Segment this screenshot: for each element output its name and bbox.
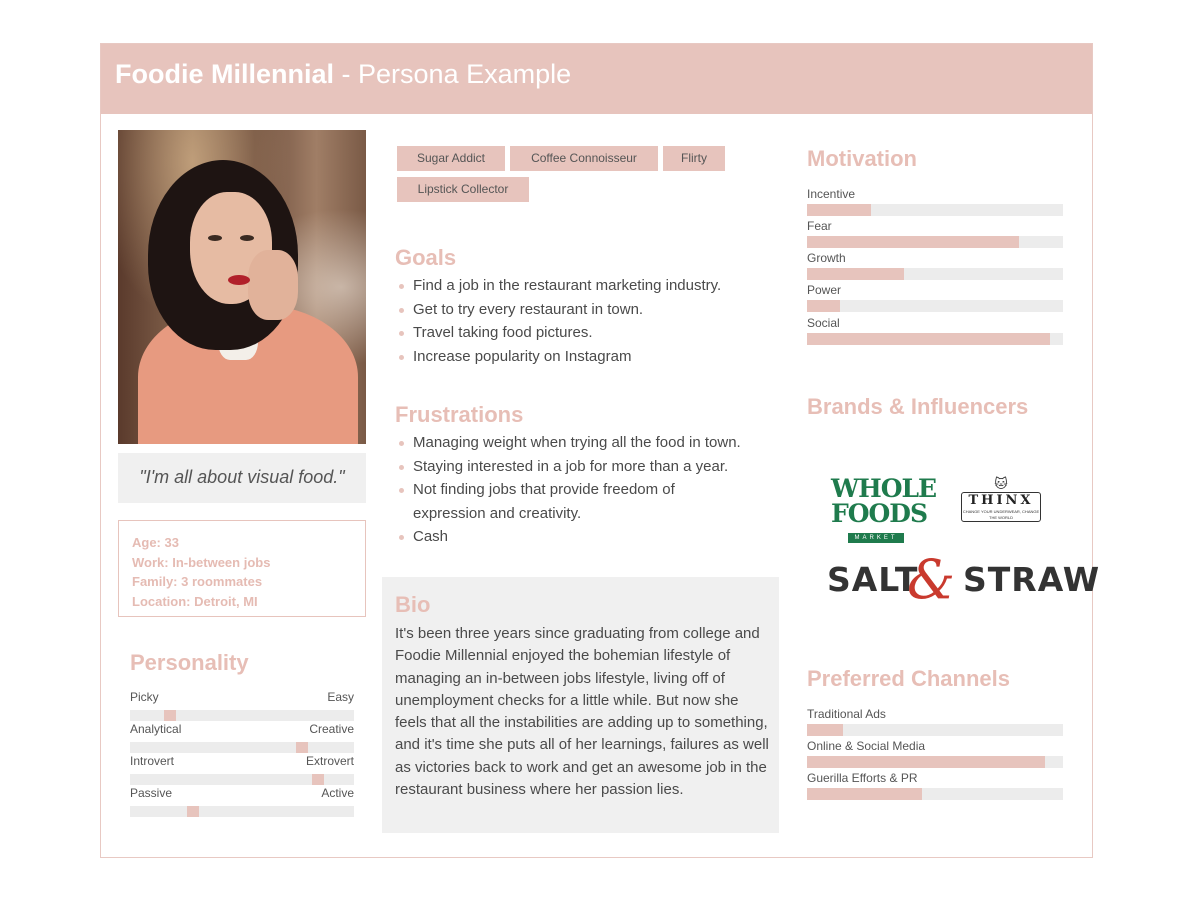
slider-knob — [164, 710, 176, 721]
meter-track — [807, 333, 1063, 345]
meter-track — [807, 268, 1063, 280]
age-text: Age: 33 — [132, 535, 179, 550]
persona-quote-box — [118, 453, 366, 503]
personality-slider — [130, 786, 354, 817]
bio-text: It's been three years since graduating from college and Foodie Millennial enjoyed the bohemian lifestyle of managing an in-between jobs lifestyle, living off of unemployment checks for a little while. But now she feels that all the instabilities are adding up to something, and it's time she puts all of her learnings, failures as well as victories back to work and get an awesome job in the restaurant business where her passion lies. — [395, 625, 769, 799]
trait-tag: Lipstick Collector — [397, 177, 529, 202]
slider-left-label: Picky — [130, 690, 159, 704]
thinx-logo: 🐱 THINX CHANGE YOUR UNDERWEAR, CHANGE THE WORLD — [959, 477, 1043, 521]
meter-track — [807, 724, 1063, 736]
location-text: Location: Detroit, MI — [132, 593, 258, 609]
slider-knob — [187, 806, 199, 817]
slider-right-label: Extrovert — [305, 754, 354, 768]
motivation-meter — [807, 186, 1063, 216]
slider-track — [130, 742, 354, 753]
list-item: Cash — [395, 525, 770, 549]
bio-title: Bio — [395, 592, 431, 617]
motivation-title: Motivation — [807, 146, 917, 171]
goals-list — [395, 274, 775, 368]
motivation-meter — [807, 315, 1063, 345]
trait-tag: Flirty — [663, 146, 725, 171]
persona-photo — [118, 130, 366, 444]
page-title — [115, 59, 571, 90]
motivation-meter — [807, 218, 1063, 248]
meter-label: Online & Social Media — [807, 739, 926, 753]
frustrations-list — [395, 431, 770, 549]
list-item: Travel taking food pictures. — [395, 321, 775, 345]
personality-slider — [130, 754, 354, 785]
meter-track — [807, 788, 1063, 800]
personality-slider — [130, 690, 354, 721]
meter-label: Traditional Ads — [807, 707, 886, 721]
slider-left-label: Passive — [130, 786, 173, 800]
meter-fill — [807, 268, 904, 280]
meter-fill — [807, 333, 1050, 345]
slider-right-label: Active — [321, 786, 354, 800]
personality-title: Personality — [130, 650, 249, 675]
meter-label: Growth — [807, 251, 846, 265]
demographics-box — [118, 520, 366, 617]
slider-left-label: Analytical — [130, 722, 182, 736]
list-item: Staying interested in a job for more than a year. — [395, 455, 770, 479]
meter-fill — [807, 204, 871, 216]
slider-left-label: Introvert — [130, 754, 175, 768]
slider-track — [130, 806, 354, 817]
persona-subtitle: - Persona Example — [341, 59, 572, 89]
trait-tag: Sugar Addict — [397, 146, 505, 171]
meter-track — [807, 204, 1063, 216]
whole-foods-logo: WHOLE FOODS MARKET — [831, 474, 937, 541]
list-item: Increase popularity on Instagram — [395, 345, 775, 369]
channel-meter — [807, 738, 1063, 768]
list-item: Managing weight when trying all the food in town. — [395, 431, 770, 455]
cat-icon: 🐱 — [994, 476, 1008, 491]
meter-fill — [807, 300, 840, 312]
meter-label: Guerilla Efforts & PR — [807, 771, 918, 785]
channel-meter — [807, 706, 1063, 736]
meter-fill — [807, 236, 1019, 248]
slider-knob — [296, 742, 308, 753]
meter-fill — [807, 724, 843, 736]
meter-track — [807, 756, 1063, 768]
persona-quote: "I'm all about visual food." — [139, 467, 345, 487]
persona-name: Foodie Millennial — [115, 59, 335, 89]
personality-slider — [130, 722, 354, 753]
meter-label: Incentive — [807, 187, 856, 201]
meter-track — [807, 236, 1063, 248]
motivation-meter — [807, 282, 1063, 312]
bio-panel — [382, 577, 779, 833]
work-text: Work: In-between jobs — [132, 554, 271, 570]
meter-track — [807, 300, 1063, 312]
list-item: Get to try every restaurant in town. — [395, 298, 775, 322]
list-item: Find a job in the restaurant marketing industry. — [395, 274, 775, 298]
brands-title: Brands & Influencers — [807, 394, 1029, 419]
slider-track — [130, 710, 354, 721]
slider-knob — [312, 774, 324, 785]
channel-meter — [807, 770, 1063, 800]
salt-and-straw-logo: SALT & STRAW — [827, 548, 1101, 611]
family-text: Family: 3 roommates — [132, 574, 263, 589]
channels-title: Preferred Channels — [807, 666, 1010, 691]
slider-right-label: Easy — [327, 690, 354, 704]
motivation-meter — [807, 250, 1063, 280]
meter-fill — [807, 788, 922, 800]
header-bar — [101, 44, 1092, 114]
meter-label: Fear — [807, 219, 832, 233]
meter-fill — [807, 756, 1045, 768]
meter-label: Social — [807, 316, 840, 330]
frustrations-title: Frustrations — [395, 402, 524, 427]
slider-right-label: Creative — [309, 722, 354, 736]
slider-track — [130, 774, 354, 785]
goals-title: Goals — [395, 245, 457, 270]
meter-label: Power — [807, 283, 842, 297]
trait-tag: Coffee Connoisseur — [510, 146, 658, 171]
list-item: Not finding jobs that provide freedom of expression and creativity. — [395, 478, 715, 525]
persona-card — [100, 43, 1101, 858]
